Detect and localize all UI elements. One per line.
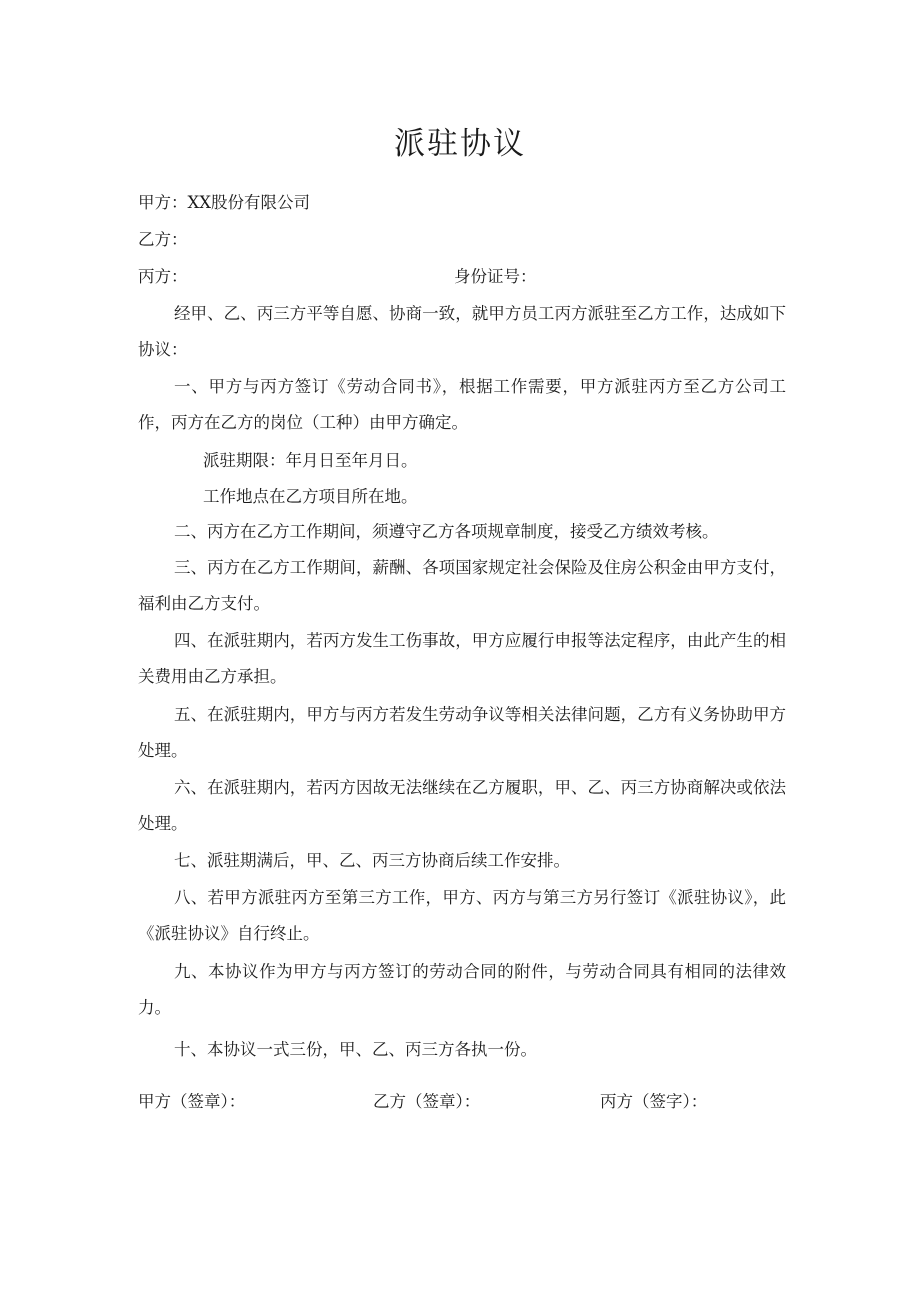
clause-4: 四、在派驻期内，若丙方发生工伤事故，甲方应履行申报等法定程序，由此产生的相关费用由乙方承担。 (138, 631, 786, 686)
clause-2: 二、丙方在乙方工作期间，须遵守乙方各项规章制度，接受乙方绩效考核。 (174, 522, 719, 541)
clause-6: 六、在派驻期内，若丙方因故无法继续在乙方履职，甲、乙、丙三方协商解决或依法处理。 (138, 778, 786, 833)
party-c-label: 丙方： (138, 267, 188, 286)
party-b-label: 乙方： (138, 230, 188, 249)
signature-party-b: 乙方（签章）： (373, 1092, 481, 1111)
signature-party-a: 甲方（签章）： (138, 1092, 246, 1111)
signature-party-c: 丙方（签字）： (600, 1092, 708, 1111)
id-number-label: 身份证号： (454, 267, 537, 286)
party-a-value: XX股份有限公司 (187, 193, 310, 212)
clause-10: 十、本协议一式三份，甲、乙、丙三方各执一份。 (174, 1040, 537, 1059)
clause-1: 一、甲方与丙方签订《劳动合同书》，根据工作需要，甲方派驻丙方至乙方公司工作，丙方在乙方的岗位（工种）由甲方确定。 (138, 377, 786, 432)
party-a-label: 甲方： (138, 193, 188, 212)
clause-9: 九、本协议作为甲方与丙方签订的劳动合同的附件，与劳动合同具有相同的法律效力。 (138, 962, 786, 1017)
clause-3: 三、丙方在乙方工作期间，薪酬、各项国家规定社会保险及住房公积金由甲方支付，福利由乙方支付。 (138, 558, 786, 613)
work-location: 工作地点在乙方项目所在地。 (203, 487, 418, 506)
intro-paragraph: 经甲、乙、丙三方平等自愿、协商一致，就甲方员工丙方派驻至乙方工作，达成如下协议： (138, 304, 786, 359)
clause-7: 七、派驻期满后，甲、乙、丙三方协商后续工作安排。 (174, 851, 570, 870)
dispatch-term: 派驻期限：年月日至年月日。 (203, 451, 418, 470)
party-a-line (138, 193, 310, 213)
clause-5: 五、在派驻期内，甲方与丙方若发生劳动争议等相关法律问题，乙方有义务协助甲方处理。 (138, 705, 786, 760)
clause-8: 八、若甲方派驻丙方至第三方工作，甲方、丙方与第三方另行签订《派驻协议》，此《派驻协议》自行终止。 (138, 888, 786, 943)
document-title: 派驻协议 (394, 126, 526, 162)
